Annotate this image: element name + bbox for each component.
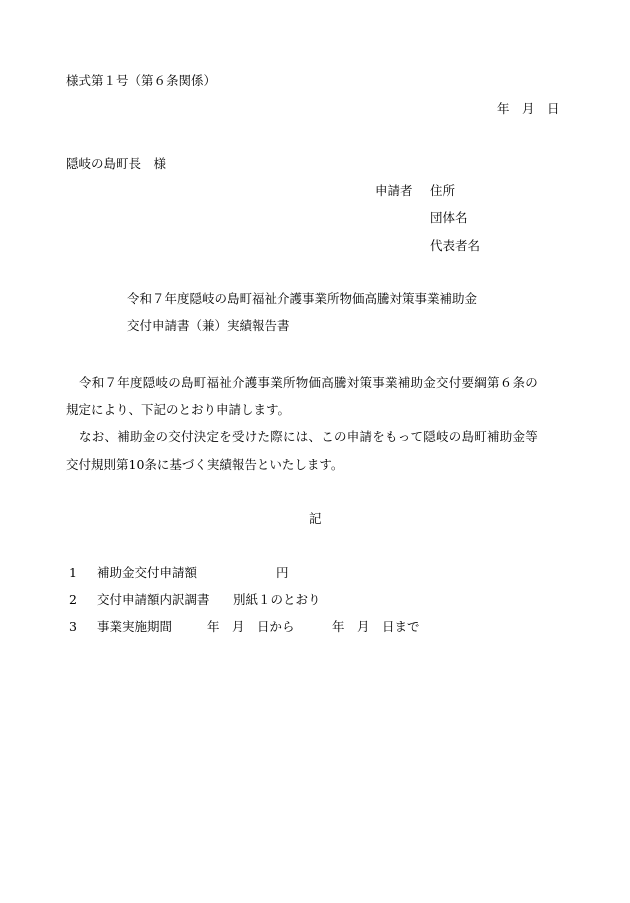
document-title-line1: 令和７年度隠岐の島町福祉介護事業所物価高騰対策事業補助金	[127, 291, 478, 306]
item-value-to: 年 月 日まで	[331, 619, 420, 634]
item-value: 別紙１のとおり	[232, 592, 321, 607]
item-number: 2	[69, 592, 77, 607]
item-number: 3	[69, 619, 77, 634]
item-label: 交付申請額内訳調書	[96, 592, 210, 607]
list-item	[69, 567, 288, 580]
form-number: 様式第１号（第６条関係）	[66, 73, 217, 88]
body-paragraph-1-line2: 規定により、下記のとおり申請します。	[66, 402, 291, 417]
item-label: 事業実施期間	[96, 619, 172, 634]
applicant-address-label: 住所	[430, 183, 456, 198]
ki-heading: 記	[309, 511, 322, 526]
item-label: 補助金交付申請額	[96, 565, 197, 580]
list-item	[69, 621, 419, 634]
addressee: 隠岐の島町長 様	[66, 156, 167, 171]
body-paragraph-2-line1: なお、補助金の交付決定を受けた際には、この申請をもって隠岐の島町補助金等	[79, 429, 539, 444]
document-title-line2: 交付申請書（兼）実績報告書	[127, 318, 290, 333]
item-value: 円	[275, 565, 289, 580]
list-item	[69, 594, 320, 607]
item-number: 1	[69, 565, 77, 580]
date-line: 年 月 日	[497, 101, 560, 116]
applicant-organization-label: 団体名	[430, 210, 468, 225]
applicant-representative-label: 代表者名	[430, 238, 481, 253]
body-paragraph-2-line2: 交付規則第10条に基づく実績報告といたします。	[66, 457, 344, 472]
body-paragraph-1-line1: 令和７年度隠岐の島町福祉介護事業所物価高騰対策事業補助金交付要綱第６条の	[79, 375, 539, 390]
applicant-label: 申請者	[375, 183, 413, 198]
item-value-from: 年 月 日から	[206, 619, 295, 634]
